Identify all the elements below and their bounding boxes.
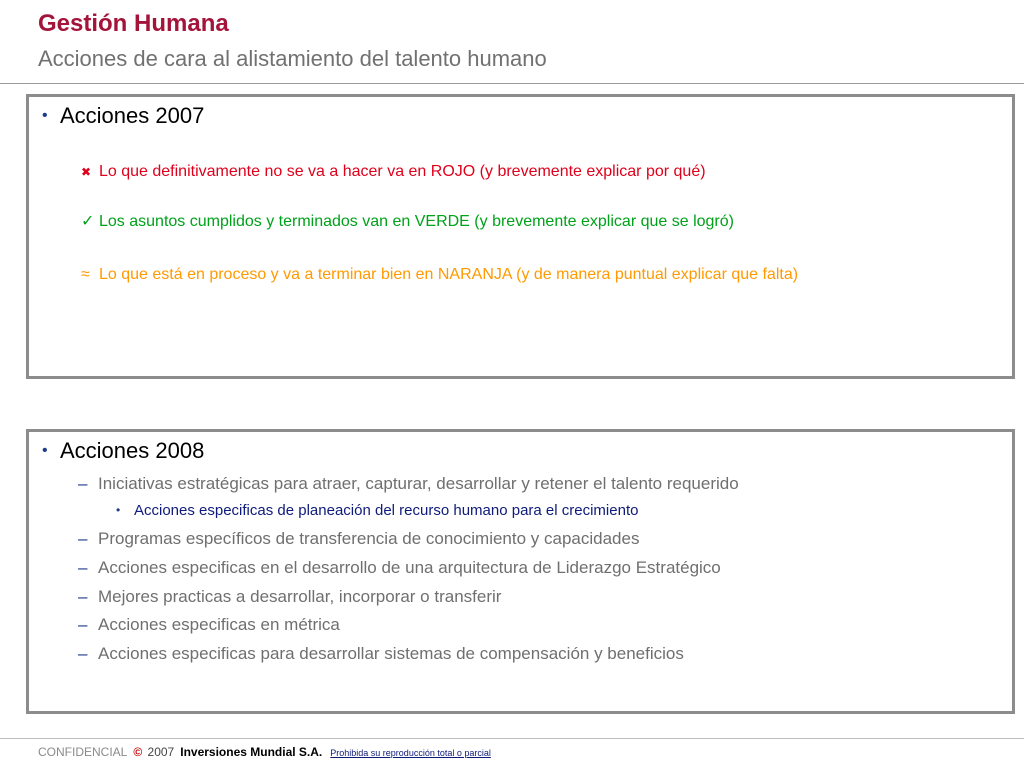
cross-mark-icon: ✖ xyxy=(81,165,92,179)
dash-icon: – xyxy=(78,558,88,577)
company-name: Inversiones Mundial S.A. xyxy=(180,745,323,759)
copyright-icon: © xyxy=(133,745,143,759)
check-mark-icon: ✓ xyxy=(81,213,95,230)
footer-divider xyxy=(0,738,1024,739)
list-item: – Acciones especificas en el desarrollo de una arquitectura de Liderazgo Estratégico xyxy=(78,558,721,577)
list-item: – Programas específicos de transferencia de conocimiento y capacidades xyxy=(78,529,640,548)
legend-item-red xyxy=(81,163,706,181)
legend-text-orange: Lo que está en proceso y va a terminar bien en NARANJA (y de manera puntual explicar que falta) xyxy=(99,266,799,283)
footer xyxy=(38,745,491,759)
dash-icon: – xyxy=(78,529,88,548)
reproduction-notice-link[interactable]: Prohibida su reproducción total o parcial xyxy=(330,748,491,758)
bullet-icon: • xyxy=(42,107,48,124)
page-subtitle: Acciones de cara al alistamiento del talento humano xyxy=(38,46,547,71)
approx-mark-icon: ≈ xyxy=(81,266,90,283)
list-item: – Acciones especificas para desarrollar sistemas de compensación y beneficios xyxy=(78,644,684,663)
legend-text-red: Lo que definitivamente no se va a hacer va en ROJO (y brevemente explicar por qué) xyxy=(99,163,706,180)
list-item: – Mejores practicas a desarrollar, incorporar o transferir xyxy=(78,587,502,606)
acciones-2008-heading: • Acciones 2008 xyxy=(42,438,205,463)
bullet-icon: • xyxy=(42,442,48,459)
confidential-label: CONFIDENCIAL xyxy=(38,745,128,759)
dash-icon: – xyxy=(78,474,88,493)
dash-icon: – xyxy=(78,587,88,606)
page-title: Gestión Humana xyxy=(38,10,229,37)
header-divider xyxy=(0,83,1024,84)
legend-text-green: Los asuntos cumplidos y terminados van en VERDE (y brevemente explicar que se logró) xyxy=(99,213,734,230)
dash-icon: – xyxy=(78,615,88,634)
copyright-year: 2007 xyxy=(147,745,175,759)
list-item: – Iniciativas estratégicas para atraer, capturar, desarrollar y retener el talento requerido xyxy=(78,474,739,493)
sub-list-item: • Acciones especificas de planeación del recurso humano para el crecimiento xyxy=(116,502,639,519)
legend-item-orange xyxy=(81,266,798,284)
acciones-2007-heading: • Acciones 2007 xyxy=(42,103,205,128)
dash-icon: – xyxy=(78,644,88,663)
acciones-2007-box xyxy=(26,94,1015,379)
legend-item-green xyxy=(81,211,734,231)
bullet-icon: • xyxy=(116,503,121,517)
list-item: – Acciones especificas en métrica xyxy=(78,615,340,634)
